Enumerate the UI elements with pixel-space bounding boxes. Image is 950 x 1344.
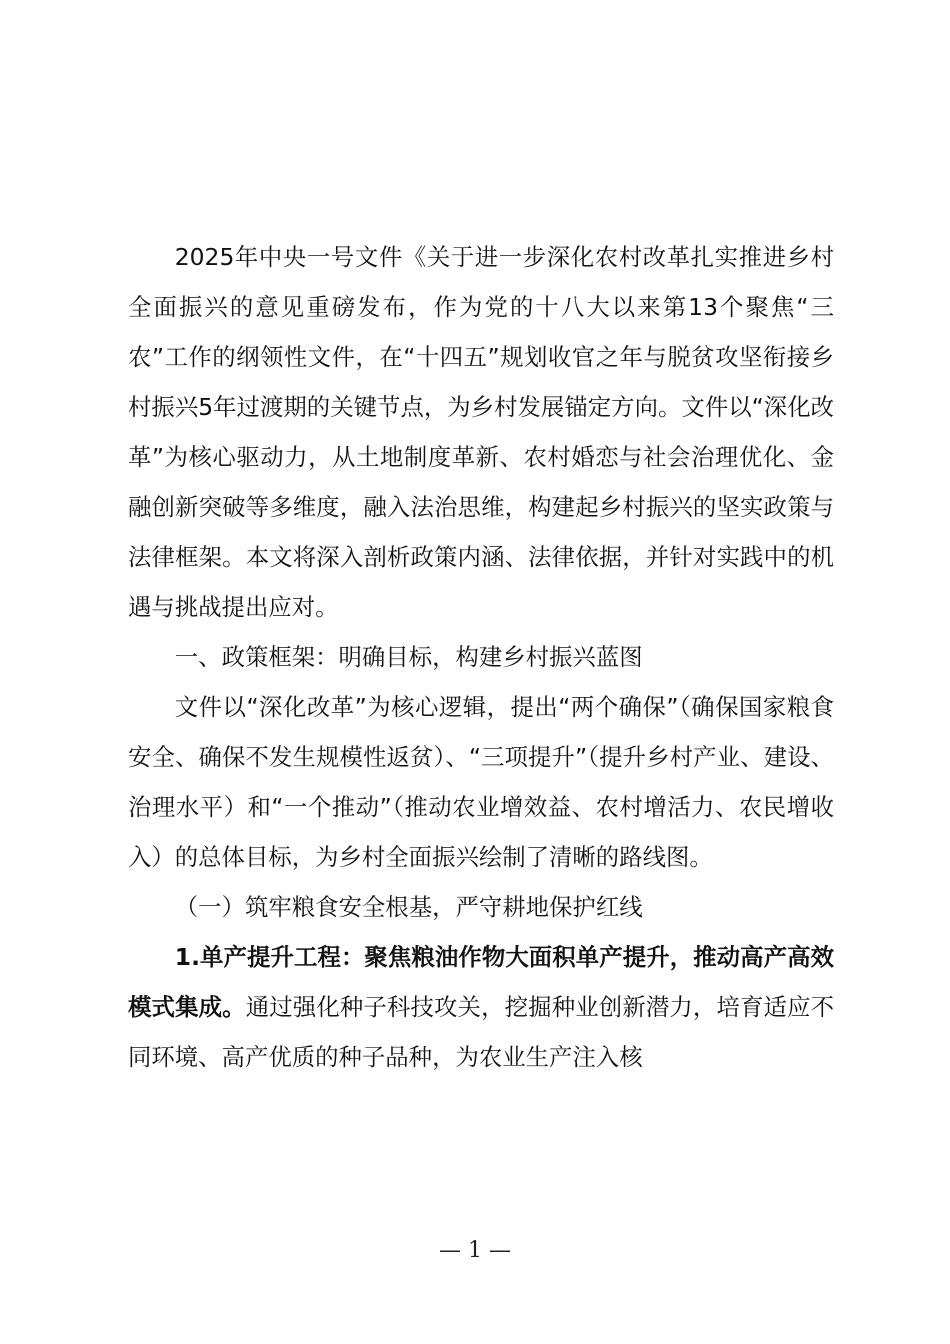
item-1-paragraph — [128, 932, 834, 1082]
document-body — [128, 232, 834, 1082]
subsection-heading-1: （一）筑牢粮食安全根基，严守耕地保护红线 — [174, 893, 643, 921]
item-1-body: 通过强化种子科技攻关，挖掘种业创新潜力，培育适应不同环境、高产优质的种子品种，为农业生产注入核 — [128, 993, 835, 1071]
goals-paragraph: 文件以“深化改革”为核心逻辑，提出“两个确保”（确保国家粮食安全、确保不发生规模性返贫）、“三项提升”（提升乡村产业、建设、治理水平）和“一个推动”（推动农业增效益、农村增活力、农民增收入）的总体目标，为乡村全面振兴绘制了清晰的路线图。 — [128, 693, 834, 871]
page-number: — 1 — — [439, 1238, 511, 1263]
item-1-title: 1.单产提升工程：聚焦粮油作物大面积单产提升，推动高产高效模式集成。 — [128, 943, 834, 1021]
intro-paragraph: 2025年中央一号文件《关于进一步深化农村改革扎实推进乡村全面振兴的意见重磅发布，作为党的十八大以来第13个聚焦“三农”工作的纲领性文件，在“十四五”规划收官之年与脱贫攻坚衔接乡村振兴5年过渡期的关键节点，为乡村发展锚定方向。文件以“深化改革”为核心驱动力，从土地制度革新、农村婚恋与社会治理优化、金融创新突破等多维度，融入法治思维，构建起乡村振兴的坚实政策与法律框架。本文将深入剖析政策内涵、法律依据，并针对实践中的机遇与挑战提出应对。 — [128, 243, 834, 621]
section-heading-1: 一、政策框架：明确目标，构建乡村振兴蓝图 — [174, 643, 643, 671]
